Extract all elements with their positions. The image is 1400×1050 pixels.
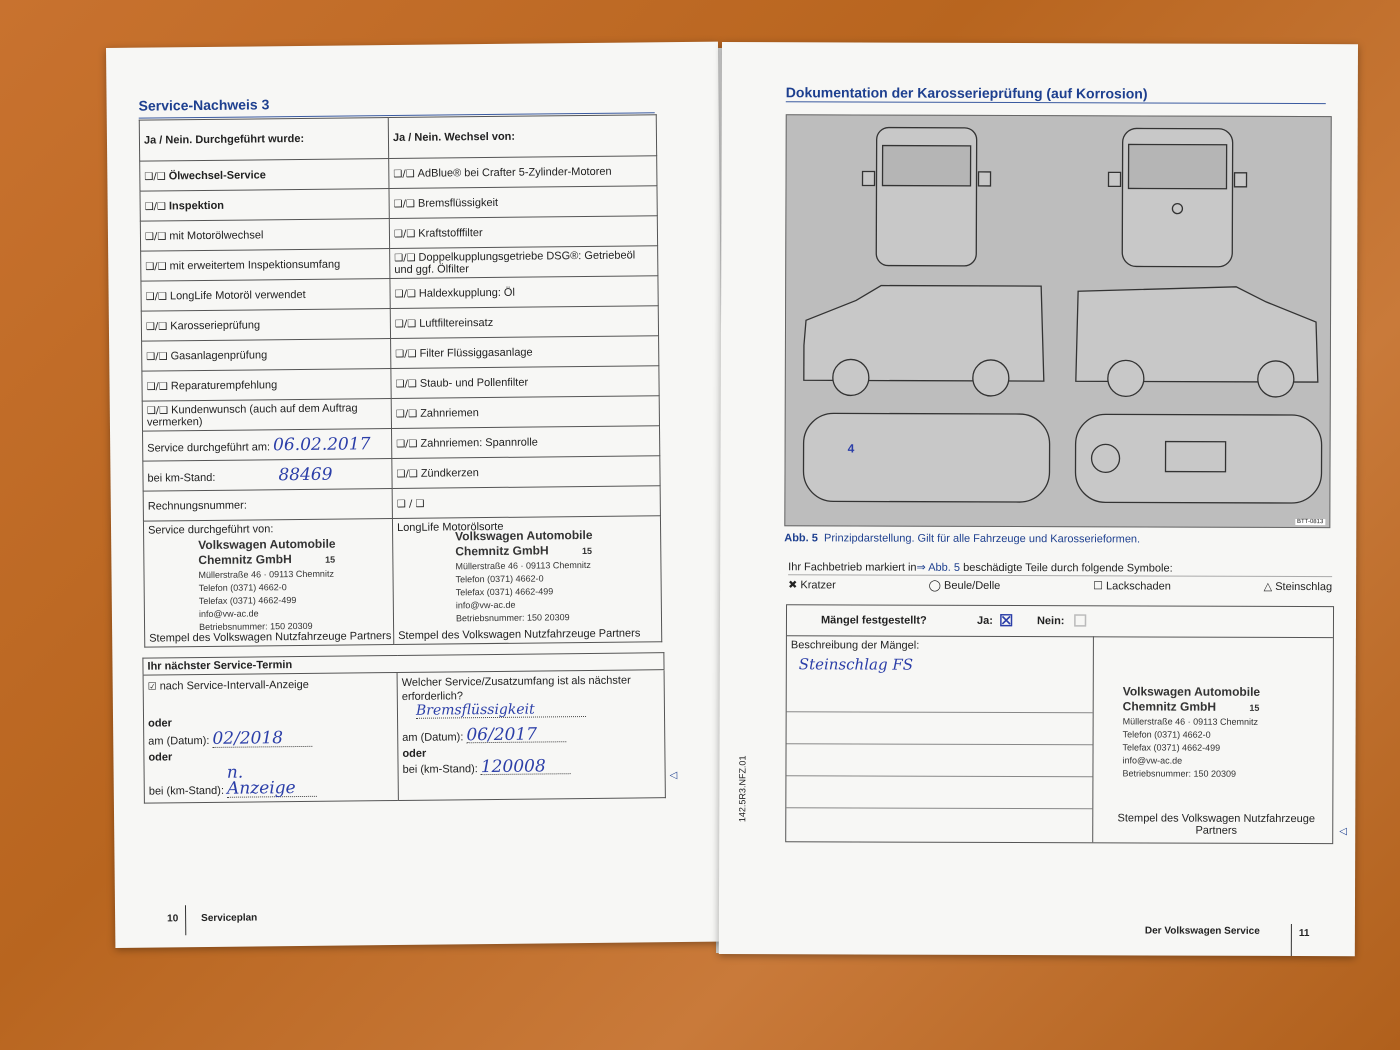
performed-item [141,279,390,312]
next-service-table [142,652,666,803]
item-label: mit Motorölwechsel [169,228,264,242]
rechnung-cell: Rechnungsnummer: [143,489,392,522]
damage-marker: 4 [847,441,855,456]
empty-check-cell [392,486,660,519]
defects-box [785,604,1334,844]
item-label: Zahnriemen [420,406,479,420]
item-label: Karosserieprüfung [170,318,261,332]
legend-symbol-icon: ◯ [928,579,941,592]
checkbox[interactable]: ❑/❑ [395,378,417,390]
km-cell: bei km-Stand: 88469 [143,459,392,492]
checkbox[interactable]: ❑/❑ [146,380,168,393]
vehicle-diagram [784,114,1331,528]
page-number: 10 [167,913,179,925]
col1-header: Ja / Nein. Durchgeführt wurde: [139,118,388,162]
item-label: Inspektion [168,199,225,212]
continue-arrow-icon: ◁ [669,770,678,782]
replaced-item [389,216,657,249]
legend-symbol-icon: △ [1263,580,1273,593]
legend-symbol-icon: ☐ [1093,580,1104,593]
col2-header: Ja / Nein. Wechsel von: [388,115,656,159]
item-label: Luftfiltereinsatz [419,316,494,330]
service-rows [140,156,660,431]
item-label: Doppelkupplungsgetriebe DSG®: Getriebeöl und ggf. Ölfilter [394,248,636,276]
footer-divider [1291,924,1292,956]
page-number: 11 [1298,928,1310,940]
figure-caption: Abb. 5 Prinzipdarstellung. Gilt für alle Fahrzeuge und Karosserieformen. [784,532,1141,546]
next-left: ☑ nach Service-Intervall-Anzeige oder am (Datum): 02/2018 oder bei (km-Stand): n. Anzeige [143,672,398,803]
footer-section: Serviceplan [201,912,258,925]
replaced-item [389,186,657,219]
next-right: Welcher Service/Zusatzumfang ist als nächster erforderlich? Bremsflüssigkeit am (Datum): 06/2017 oder bei (km-Stand): 120008 [401,674,631,778]
legend-item: ✖ Kratzer [788,579,836,592]
checkbox[interactable]: ❑/❑ [146,404,169,417]
checkbox[interactable]: ❑/❑ [396,438,418,450]
page-title: Dokumentation der Karosserieprüfung (auf Korrosion) [785,84,1148,102]
item-label: Kundenwunsch (auch auf dem Auftrag vermerken) [146,401,358,429]
instruction-text: Ihr Fachbetrieb markiert in⇒ Abb. 5 beschädigte Teile durch folgende Symbole: [788,561,1173,575]
replaced-item [389,156,657,189]
continue-arrow-icon: ◁ [1339,826,1347,838]
checkbox[interactable]: ❑/❑ [146,350,168,363]
checkbox[interactable]: ❑/❑ [396,468,418,480]
replaced-item [391,366,659,399]
replaced-item [390,306,658,339]
footer-section: Der Volkswagen Service [1144,925,1260,937]
legend-item: △ Steinschlag [1263,580,1333,594]
item-label: Reparaturempfehlung [170,378,278,392]
symbol-legend [788,578,1332,593]
figure-code: BTT-0813 [1296,519,1324,526]
performed-item [140,189,389,222]
nein-checkbox[interactable]: ☐ [1072,613,1088,631]
checkbox[interactable]: ❑/❑ [144,170,166,183]
checkbox[interactable]: ❑/❑ [395,408,418,420]
document-code: 142.5R3.NFZ.01 [737,755,748,823]
van-drawings [785,115,1330,527]
page-title: Service-Nachweis 3 [138,96,270,114]
figure-link[interactable]: ⇒ Abb. 5 [916,561,961,574]
left-page [106,42,727,948]
checkbox[interactable]: ❑/❑ [393,198,416,210]
item-label: Bremsflüssigkeit [417,196,499,210]
checkbox[interactable]: ❑/❑ [144,230,167,243]
item-label: Gasanlagenprüfung [170,348,268,362]
right-page [719,42,1358,956]
checkbox[interactable]: ❑/❑ [393,168,415,180]
item-label: LongLife Motoröl verwendet [169,288,306,302]
spannrolle-cell: ❑/❑ Zahnriemen: Spannrolle [392,426,660,459]
performed-item [142,369,391,402]
stamp-cell-left: Service durchgeführt von: Volkswagen Automobile Chemnitz GmbH 15 Müllerstraße 46 · 09113 Chemnitz Telefon (0371) 4662-0 Telefax (0371) 4662-499 info@vw-ac.de Betriebsnummer: 150 20309 Stempel des Volkswagen Nutzfahrzeuge Partners [143,519,393,648]
service-table [139,114,663,647]
checkbox[interactable]: ❑/❑ [395,348,417,360]
performed-item [140,219,389,252]
dealer-stamp: Volkswagen Automobile Chemnitz GmbH 15 Müllerstraße 46 · 09113 Chemnitz Telefon (0371) 4662-0 Telefax (0371) 4662-499 info@vw-ac.de Betriebsnummer: 150 20309 [1122,684,1261,779]
legend-rule [788,574,1332,577]
item-label: mit erweitertem Inspektionsumfang [169,258,341,272]
stamp-label: Stempel des Volkswagen Nutzfahrzeuge Partners [1117,812,1316,837]
checkbox[interactable]: ❑ / ❑ [396,498,425,510]
checkbox[interactable]: ❑/❑ [145,290,167,303]
checkbox[interactable]: ❑/❑ [393,228,416,240]
title-rule [786,101,1326,104]
replaced-item [391,336,659,369]
legend-item: ☐ Lackschaden [1093,580,1171,593]
item-label: Filter Flüssiggasanlage [419,346,533,360]
replaced-item [390,276,658,309]
item-label: Haldexkupplung: Öl [418,286,515,300]
checkbox[interactable]: ❑/❑ [145,320,168,333]
legend-item: ◯ Beule/Delle [928,579,1001,592]
dealer-stamp: Volkswagen Automobile Chemnitz GmbH 15 Müllerstraße 46 · 09113 Chemnitz Telefon (0371) 4662-0 Telefax (0371) 4662-499 info@vw-ac.de Betriebsnummer: 150 20309 [455,527,593,624]
defects-header: Mängel festgestellt? Ja: ☒ Nein: ☐ [787,605,1333,638]
performed-item [140,159,389,192]
item-label: Ölwechsel-Service [168,168,266,182]
item-label: Staub- und Pollenfilter [419,376,529,390]
checkbox[interactable]: ❑/❑ [394,252,416,264]
description-area: Beschreibung der Mängel: Steinschlag FS [786,635,1094,842]
item-label: AdBlue® bei Crafter 5-Zylinder-Motoren [417,165,612,180]
handwritten-km: 88469 [278,464,333,485]
checkbox[interactable]: ☑ [147,681,157,693]
legend-symbol-icon: ✖ [788,579,798,592]
performed-item [142,339,391,372]
performed-item [141,249,390,282]
handwritten-description: Steinschlag FS [798,655,914,674]
zuend-cell: ❑/❑ Zündkerzen [392,456,660,489]
performed-item [141,309,390,342]
footer-divider [185,905,186,935]
dealer-stamp: Volkswagen Automobile Chemnitz GmbH 15 Müllerstraße 46 · 09113 Chemnitz Telefon (0371) 4662-0 Telefax (0371) 4662-499 info@vw-ac.de Betriebsnummer: 150 20309 [198,536,336,633]
van-top-view [803,413,1049,502]
service-date-cell: Service durchgeführt am: 06.02.2017 [143,429,392,462]
ja-checkbox[interactable]: ☒ [998,612,1014,631]
checkbox[interactable]: ❑/❑ [394,288,416,300]
checkbox[interactable]: ❑/❑ [394,318,417,330]
stamp-cell-right: LongLife Motorölsorte Volkswagen Automobile Chemnitz GmbH 15 Müllerstraße 46 · 09113 Chemnitz Telefon (0371) 4662-0 Telefax (0371) 4662-499 info@vw-ac.de Betriebsnummer: 150 20309 Stempel des Volkswagen Nutzfahrzeuge Partners [392,516,661,645]
handwritten-date: 06.02.2017 [273,433,371,455]
next-service-title: Ihr nächster Service-Termin [143,653,664,675]
performed-item [142,399,391,432]
replaced-item [390,246,658,279]
replaced-item [391,396,659,429]
checkbox[interactable]: ❑/❑ [145,260,167,273]
item-label: Kraftstofffilter [418,226,483,240]
checkbox[interactable]: ❑/❑ [144,200,167,213]
